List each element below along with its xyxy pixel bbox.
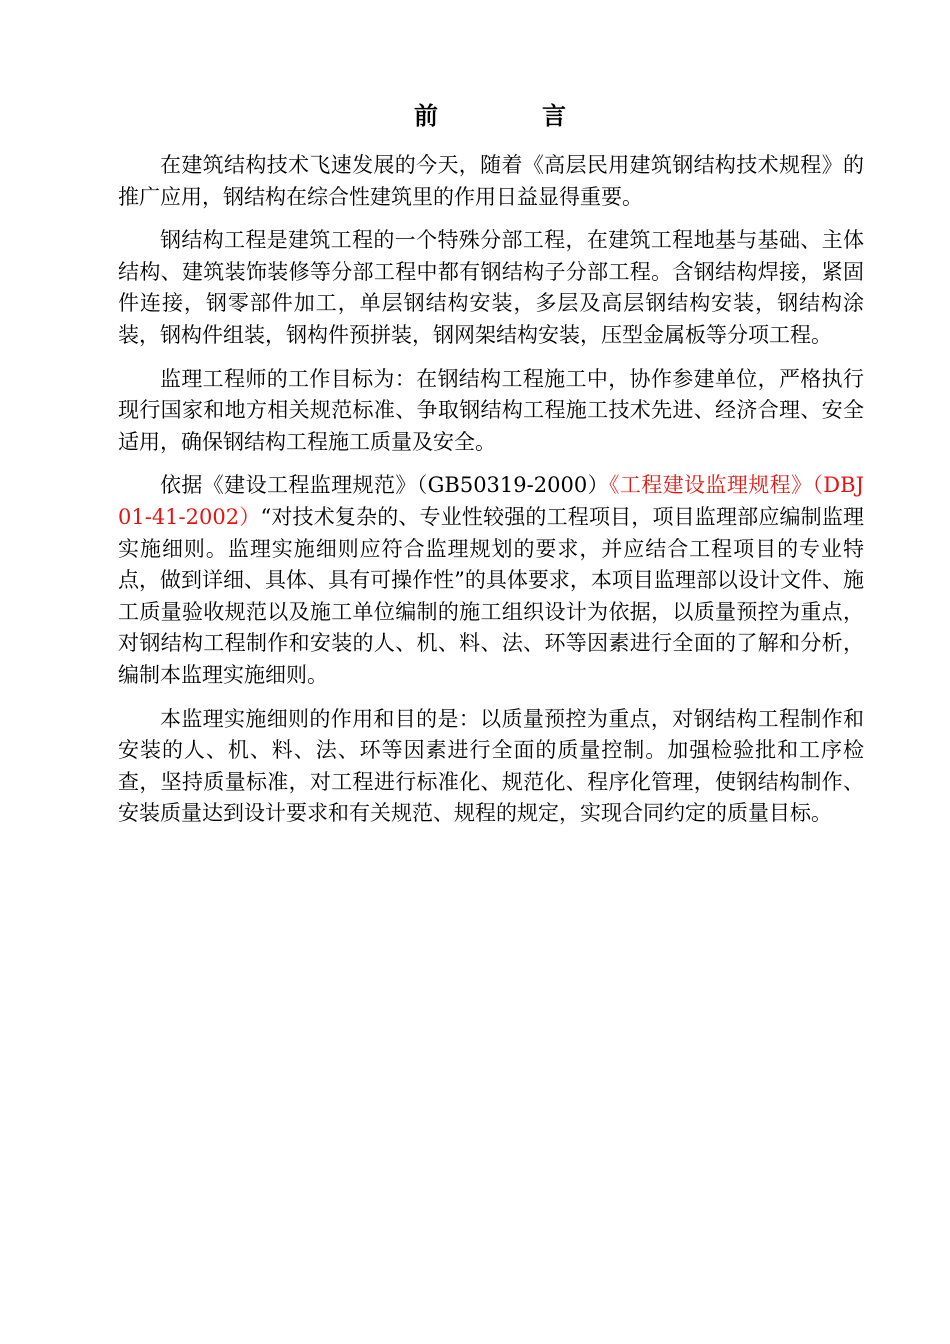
document-title: 前 言	[414, 101, 606, 130]
basis-text-after: “对技术复杂的、专业性较强的工程项目，项目监理部应编制监理实施细则。监理实施细则应符合监理规划的要求，并应结合工程项目的专业特点，做到详细、具体、具有可操作性”的具体要求，本项目监理部以设计文件、施工质量验收规范以及施工单位编制的施工组织设计为依据，以质量预控为重点，对钢结构工程制作和安装的人、机、料、法、环等因素进行全面的了解和分析，编制本监理实施细则。	[118, 504, 865, 687]
basis-highlighted-reference: 《工程建设监理规程》（DBJ01-41-2002）	[118, 473, 864, 529]
paragraph-basis	[118, 470, 864, 691]
paragraph-objective: 监理工程师的工作目标为：在钢结构工程施工中，协作参建单位，严格执行现行国家和地方相关规范标准、争取钢结构工程施工技术先进、经济合理、安全适用，确保钢结构工程施工质量及安全。	[118, 366, 864, 454]
paragraph-scope: 钢结构工程是建筑工程的一个特殊分部工程，在建筑工程地基与基础、主体结构、建筑装饰装修等分部工程中都有钢结构子分部工程。含钢结构焊接，紧固件连接，钢零部件加工，单层钢结构安装，多层及高层钢结构安装，钢结构涂装，钢构件组装，钢构件预拼装，钢网架结构安装，压型金属板等分项工程。	[118, 228, 864, 347]
paragraph-intro: 在建筑结构技术飞速发展的今天，随着《高层民用建筑钢结构技术规程》的推广应用，钢结构在综合性建筑里的作用日益显得重要。	[118, 153, 864, 209]
document-body	[118, 150, 864, 842]
paragraph-purpose: 本监理实施细则的作用和目的是：以质量预控为重点，对钢结构工程制作和安装的人、机、料、法、环等因素进行全面的质量控制。加强检验批和工序检查，坚持质量标准，对工程进行标准化、规范化、程序化管理，使钢结构制作、安装质量达到设计要求和有关规范、规程的规定，实现合同约定的质量目标。	[118, 706, 864, 826]
basis-text-before: 依据《建设工程监理规范》（GB50319-2000）	[160, 473, 609, 498]
